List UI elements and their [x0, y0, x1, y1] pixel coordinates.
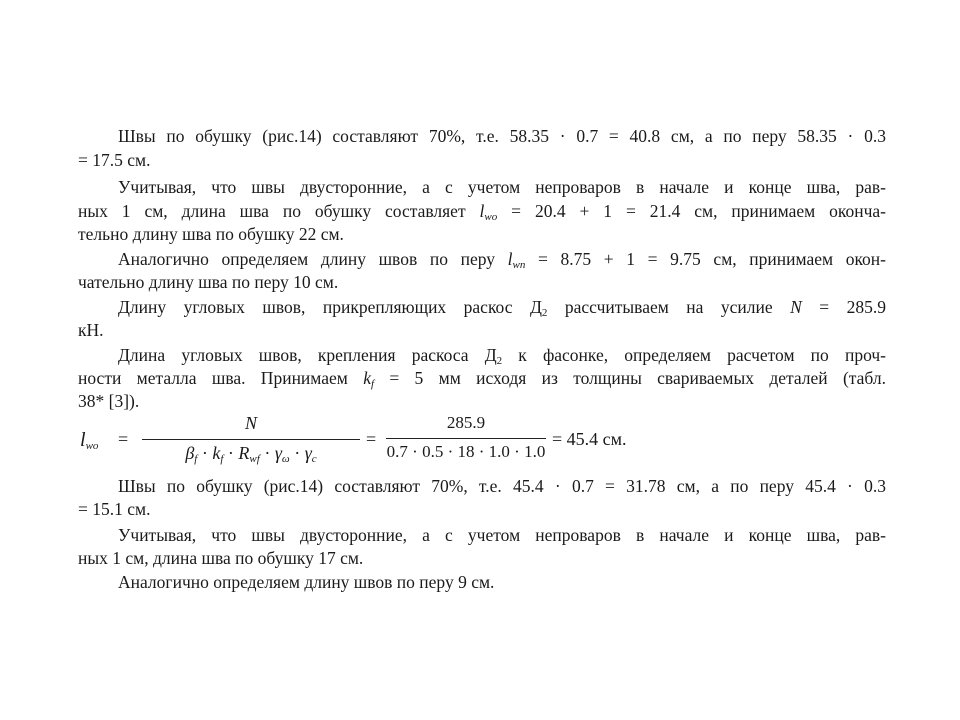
p5-line-1: Длина угловых швов, крепления раскоса $Д_2$ к фасонке, определяем расчетом по проч-	[118, 345, 886, 367]
formula-symbolic-fraction	[142, 413, 360, 464]
p4-line-1: Длину угловых швов, прикрепляющих раскос $Д_2$ рассчитываем на усилие N = 285.9	[118, 297, 886, 319]
weld-length-formula	[80, 413, 640, 468]
p8-line-1: Аналогично определяем длину швов по перу 9 см.	[118, 572, 495, 592]
p6-line-1: Швы по обушку (рис.14) составляют 70%, т.е. 45.4 · 0.7 = 31.78 см, а по перу 45.4 · 0.3	[118, 476, 886, 496]
p1-line-2: = 17.5 см.	[78, 150, 151, 170]
formula-numeric-fraction	[386, 413, 546, 465]
formula-numerator: N	[244, 413, 257, 433]
p4-line-2: кН.	[78, 320, 104, 340]
p5-line-3: 38* [3]).	[78, 391, 140, 411]
formula-result: = 45.4 см.	[552, 429, 627, 449]
p7-line-2: ных 1 см, длина шва по обушку 17 см.	[78, 548, 364, 568]
p5-line-2: ности металла шва. Принимаем $k_f = 5$ мм исходя из толщины свариваемых деталей (табл.	[78, 368, 886, 390]
p2-line-1: Учитывая, что швы двусторонние, а с учетом непроваров в начале и конце шва, рав-	[118, 177, 886, 197]
formula-lhs: $l_{wo}$	[80, 429, 99, 452]
formula-numeric-denominator: 0.7 · 0.5 · 18 · 1.0 · 1.0	[386, 442, 546, 461]
p2-line-2: ных 1 см, длина шва по обушку составляет $l_{wo} = 20.4 + 1 = 21.4$ см, принимаем оконча-	[78, 201, 886, 223]
formula-denominator: $\beta_f \cdot k_f \cdot R_{wf} \cdot \gamma_\omega \cdot \gamma_c$	[185, 443, 317, 465]
p6-line-2: = 15.1 см.	[78, 499, 151, 519]
p3-line-2: чательно длину шва по перу 10 см.	[78, 272, 339, 292]
formula-equals: =	[118, 429, 129, 449]
p7-line-1: Учитывая, что швы двусторонние, а с учетом непроваров в начале и конце шва, рав-	[118, 525, 886, 545]
p2-line-3: тельно длину шва по обушку 22 см.	[78, 224, 344, 244]
formula-equals-2: =	[366, 429, 377, 449]
p1-line-1: Швы по обушку (рис.14) составляют 70%, т.е. 58.35 · 0.7 = 40.8 см, а по перу 58.35 · 0.3	[118, 126, 886, 146]
formula-numeric-numerator: 285.9	[446, 413, 486, 432]
p3-line-1: Аналогично определяем длину швов по перу $l_{wn} = 8.75 + 1 = 9.75$ см, принимаем окон-	[118, 249, 886, 271]
